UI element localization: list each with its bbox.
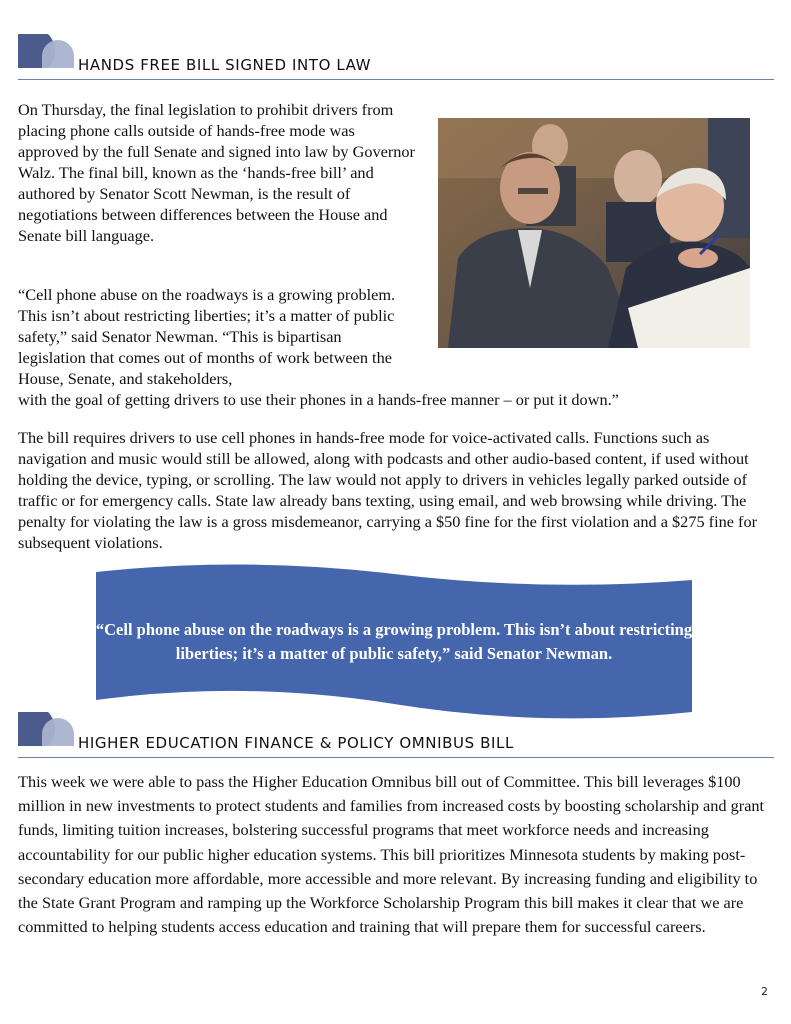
newsletter-logo-icon — [18, 34, 74, 68]
quote-paragraph-end: with the goal of getting drivers to use their phones in a hands-free manner – or put it down.” — [18, 390, 619, 409]
senators-photo — [438, 118, 750, 348]
pull-quote-banner — [94, 562, 694, 720]
details-paragraph: The bill requires drivers to use cell phones in hands-free mode for voice-activated calls. Functions such as navigation and music would still be allowed, along with podcasts and other audio-based content, if used without holding the device, typing, or scrolling. The law would not apply to drivers in vehicles legally parked outside of traffic or for emergency calls. State law already bans texting, using email, and web browsing while driving. The penalty for violating the law is a gross misdemeanor, carrying a $50 fine for the first violation and a $275 fine for subsequent violations. — [18, 428, 758, 552]
higher-ed-paragraph: This week we were able to pass the Higher Education Omnibus bill out of Committee. This bill leverages $100 million in new investments to protect students and families from increased costs by boosting scholarship and grant funds, limiting tuition increases, bolstering successful programs that meet workforce needs and increasing accountability for our public higher education systems. This bill prioritizes Minnesota students by making post-secondary education more affordable, more accessible and more relevant. By increasing funding and eligibility to the State Grant Program and ramping up the Workforce Scholarship Program this bill makes it clear that we are committed to helping students access education and training that will prepare them for successful careers. — [18, 772, 765, 937]
quote-paragraph: “Cell phone abuse on the roadways is a growing problem. This isn’t about restricting liberties; it’s a matter of public safety,” said Senator Newman. “This is bipartisan legislation that comes out of months of work between the House, Senate, and stakeholders, — [18, 285, 396, 388]
divider — [18, 757, 774, 758]
section-header — [18, 34, 774, 80]
newsletter-logo-icon — [18, 712, 74, 746]
section-header — [18, 712, 774, 758]
section-heading: HANDS FREE BILL SIGNED INTO LAW — [78, 56, 372, 74]
pull-quote-text: “Cell phone abuse on the roadways is a growing problem. This isn’t about restricting liberties; it’s a matter of public safety,” said Senator Newman. — [95, 620, 693, 663]
section-heading: HIGHER EDUCATION FINANCE & POLICY OMNIBUS BILL — [78, 734, 514, 752]
intro-paragraph: On Thursday, the final legislation to prohibit drivers from placing phone calls outside of hands-free mode was approved by the full Senate and signed into law by Governor Walz. The final bill, known as the ‘hands-free bill’ and authored by Senator Scott Newman, is the result of negotiations between differences between the House and Senate bill language. — [18, 100, 415, 245]
divider — [18, 79, 774, 80]
page-number: 2 — [761, 985, 768, 998]
